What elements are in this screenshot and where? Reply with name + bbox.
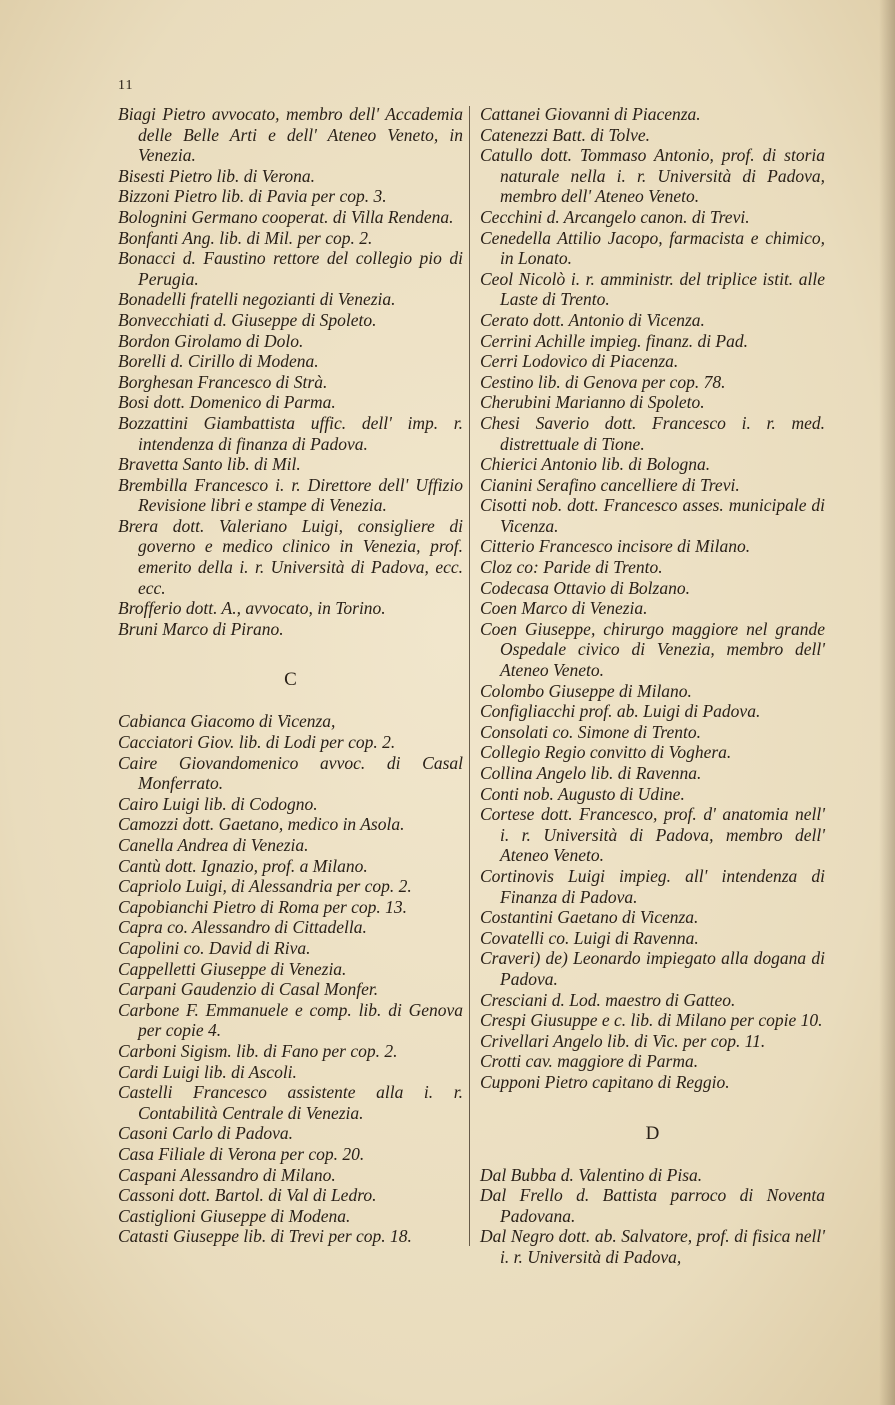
- subscriber-entry: Collegio Regio convitto di Voghera.: [480, 742, 732, 763]
- subscriber-entry: Capobianchi Pietro di Roma per cop. 13.: [118, 896, 408, 917]
- subscriber-entry: Canella Andrea di Venezia.: [118, 835, 309, 855]
- subscriber-entry: Dal Negro dott. ab. Salvatore, prof. di fisica nell' i. r. Università di Padova,: [480, 1226, 825, 1267]
- subscriber-entry: Biagi Pietro avvocato, membro dell' Accademia delle Belle Arti e dell' Ateneo Veneto, in Venezia.: [118, 104, 463, 166]
- subscriber-entry: Brera dott. Valeriano Luigi, consigliere di governo e medico clinico in Venezia, prof. emerito della i. r. Università di Padova, ecc. ecc.: [118, 515, 463, 598]
- section-heading-c: C: [284, 669, 297, 691]
- subscriber-entry: Bonadelli fratelli negozianti di Venezia.: [118, 289, 396, 310]
- subscriber-entry: Covatelli co. Luigi di Ravenna.: [480, 927, 699, 948]
- subscriber-entry: Craveri) de) Leonardo impiegato alla dogana di Padova.: [480, 948, 825, 989]
- subscriber-entry: Castiglioni Giuseppe di Modena.: [118, 1205, 351, 1226]
- subscriber-entry: Chierici Antonio lib. di Bologna.: [480, 454, 711, 475]
- subscriber-entry: Bozzattini Giambattista uffic. dell' imp. r. intendenza di finanza di Padova.: [118, 412, 463, 454]
- subscriber-entry: Brembilla Francesco i. r. Direttore dell' Uffizio Revisione libri e stampe di Venezia.: [118, 474, 463, 516]
- subscriber-entry: Cortinovis Luigi impieg. all' intendenza di Finanza di Padova.: [480, 865, 825, 907]
- subscriber-entry: Cappelletti Giuseppe di Venezia.: [118, 958, 347, 979]
- subscriber-entry: Cerri Lodovico di Piacenza.: [480, 351, 679, 372]
- left-column: [118, 104, 463, 1247]
- right-entries-c: [480, 104, 825, 1093]
- subscriber-entry: Bisesti Pietro lib. di Verona.: [118, 165, 316, 186]
- subscriber-entry: Capra co. Alessandro di Cittadella.: [118, 917, 367, 938]
- subscriber-entry: Cerato dott. Antonio di Vicenza.: [480, 309, 705, 330]
- subscriber-entry: Catasti Giuseppe lib. di Trevi per cop. 18.: [118, 1226, 412, 1247]
- subscriber-entry: Bravetta Santo lib. di Mil.: [118, 454, 301, 475]
- subscriber-entry: Cantù dott. Ignazio, prof. a Milano.: [118, 855, 368, 876]
- subscriber-entry: Camozzi dott. Gaetano, medico in Asola.: [118, 814, 405, 835]
- section-heading-d: D: [645, 1122, 660, 1144]
- subscriber-entry: Bruni Marco di Pirano.: [118, 618, 284, 639]
- left-entries-b: [118, 104, 463, 639]
- subscriber-entry: Casoni Carlo di Padova.: [118, 1123, 294, 1144]
- subscriber-entry: Cacciatori Giov. lib. di Lodi per cop. 2.: [118, 732, 396, 753]
- subscriber-entry: Capolini co. David di Riva.: [118, 937, 311, 958]
- subscriber-entry: Bonfanti Ang. lib. di Mil. per cop. 2.: [118, 227, 373, 248]
- column-divider: [469, 106, 470, 1246]
- subscriber-entry: Crotti cav. maggiore di Parma.: [480, 1051, 699, 1072]
- subscriber-entry: Catenezzi Batt. di Tolve.: [480, 124, 650, 145]
- subscriber-entry: Cattanei Giovanni di Piacenza.: [480, 104, 701, 124]
- subscriber-entry: Carpani Gaudenzio di Casal Monfer.: [118, 979, 379, 1000]
- subscriber-entry: Bonvecchiati d. Giuseppe di Spoleto.: [118, 309, 377, 330]
- right-entries-d: [480, 1165, 825, 1268]
- subscriber-entry: Cassoni dott. Bartol. di Val di Ledro.: [118, 1185, 377, 1206]
- subscriber-entry: Dal Frello d. Battista parroco di Noventa Padovana.: [480, 1185, 825, 1226]
- subscriber-entry: Crivellari Angelo lib. di Vic. per cop. 11.: [480, 1030, 766, 1051]
- subscriber-entry: Crespi Giusuppe e c. lib. di Milano per copie 10.: [480, 1010, 823, 1031]
- right-column: [480, 104, 825, 1267]
- subscriber-entry: Brofferio dott. A., avvocato, in Torino.: [118, 598, 386, 619]
- subscriber-entry: Casa Filiale di Verona per cop. 20.: [118, 1143, 365, 1164]
- subscriber-entry: Cortese dott. Francesco, prof. d' anatomia nell' i. r. Università di Padova, membro dell' Ateneo Veneto.: [480, 804, 825, 866]
- subscriber-entry: Castelli Francesco assistente alla i. r. Contabilità Centrale di Venezia.: [118, 1082, 463, 1123]
- subscriber-entry: Carbone F. Emmanuele e comp. lib. di Genova per copie 4.: [118, 999, 463, 1041]
- subscriber-entry: Cecchini d. Arcangelo canon. di Trevi.: [480, 206, 750, 227]
- subscriber-entry: Cloz co: Paride di Trento.: [480, 557, 663, 578]
- subscriber-entry: Cupponi Pietro capitano di Reggio.: [480, 1071, 730, 1092]
- subscriber-entry: Borghesan Francesco di Strà.: [118, 371, 328, 392]
- subscriber-entry: Bizzoni Pietro lib. di Pavia per cop. 3.: [118, 186, 387, 207]
- subscriber-entry: Carboni Sigism. lib. di Fano per cop. 2.: [118, 1040, 398, 1061]
- subscriber-entry: Borelli d. Cirillo di Modena.: [118, 351, 319, 372]
- subscriber-entry: Cestino lib. di Genova per cop. 78.: [480, 371, 726, 392]
- subscriber-entry: Collina Angelo lib. di Ravenna.: [480, 763, 702, 783]
- subscriber-entry: Ceol Nicolò i. r. amministr. del triplice istit. alle Laste di Trento.: [480, 268, 825, 310]
- subscriber-entry: Costantini Gaetano di Vicenza.: [480, 907, 699, 928]
- subscriber-entry: Bordon Girolamo di Dolo.: [118, 330, 304, 351]
- subscriber-entry: Coen Giuseppe, chirurgo maggiore nel grande Ospedale civico di Venezia, membro dell' Ateneo Veneto.: [480, 618, 825, 681]
- subscriber-entry: Cerrini Achille impieg. finanz. di Pad.: [480, 330, 748, 351]
- subscriber-entry: Cresciani d. Lod. maestro di Gatteo.: [480, 989, 736, 1010]
- page-edge-shadow: [879, 0, 895, 1405]
- subscriber-entry: Cisotti nob. dott. Francesco asses. municipale di Vicenza.: [480, 495, 825, 536]
- page-number: 11: [118, 78, 134, 93]
- subscriber-entry: Consolati co. Simone di Trento.: [480, 721, 702, 742]
- subscriber-entry: Citterio Francesco incisore di Milano.: [480, 536, 751, 557]
- subscriber-entry: Catullo dott. Tommaso Antonio, prof. di storia naturale nella i. r. Università di Padova, membro dell' Ateneo Veneto.: [480, 145, 825, 207]
- subscriber-entry: Configliacchi prof. ab. Luigi di Padova.: [480, 701, 761, 722]
- subscriber-entry: Chesi Saverio dott. Francesco i. r. med. distrettuale di Tione.: [480, 412, 825, 454]
- left-entries-c: [118, 711, 463, 1246]
- subscriber-entry: Caire Giovandomenico avvoc. di Casal Monferrato.: [118, 752, 463, 794]
- subscriber-entry: Bonacci d. Faustino rettore del collegio pio di Perugia.: [118, 248, 463, 289]
- subscriber-entry: Conti nob. Augusto di Udine.: [480, 783, 685, 804]
- subscriber-entry: Bosi dott. Domenico di Parma.: [118, 392, 336, 413]
- subscriber-entry: Caspani Alessandro di Milano.: [118, 1164, 336, 1185]
- subscriber-entry: Coen Marco di Venezia.: [480, 598, 648, 619]
- subscriber-entry: Codecasa Ottavio di Bolzano.: [480, 577, 690, 598]
- subscriber-entry: Bolognini Germano cooperat. di Villa Rendena.: [118, 206, 454, 227]
- subscriber-entry: Cardi Luigi lib. di Ascoli.: [118, 1061, 297, 1082]
- subscriber-entry: Cenedella Attilio Jacopo, farmacista e chimico, in Lonato.: [480, 227, 825, 269]
- subscriber-entry: Cianini Serafino cancelliere di Trevi.: [480, 474, 740, 495]
- subscriber-entry: Capriolo Luigi, di Alessandria per cop. 2.: [118, 876, 412, 897]
- subscriber-entry: Cherubini Marianno di Spoleto.: [480, 392, 705, 413]
- subscriber-entry: Cabianca Giacomo di Vicenza,: [118, 711, 336, 732]
- subscriber-entry: Cairo Luigi lib. di Codogno.: [118, 793, 318, 814]
- subscriber-entry: Colombo Giuseppe di Milano.: [480, 680, 692, 701]
- subscriber-entry: Dal Bubba d. Valentino di Pisa.: [480, 1164, 703, 1185]
